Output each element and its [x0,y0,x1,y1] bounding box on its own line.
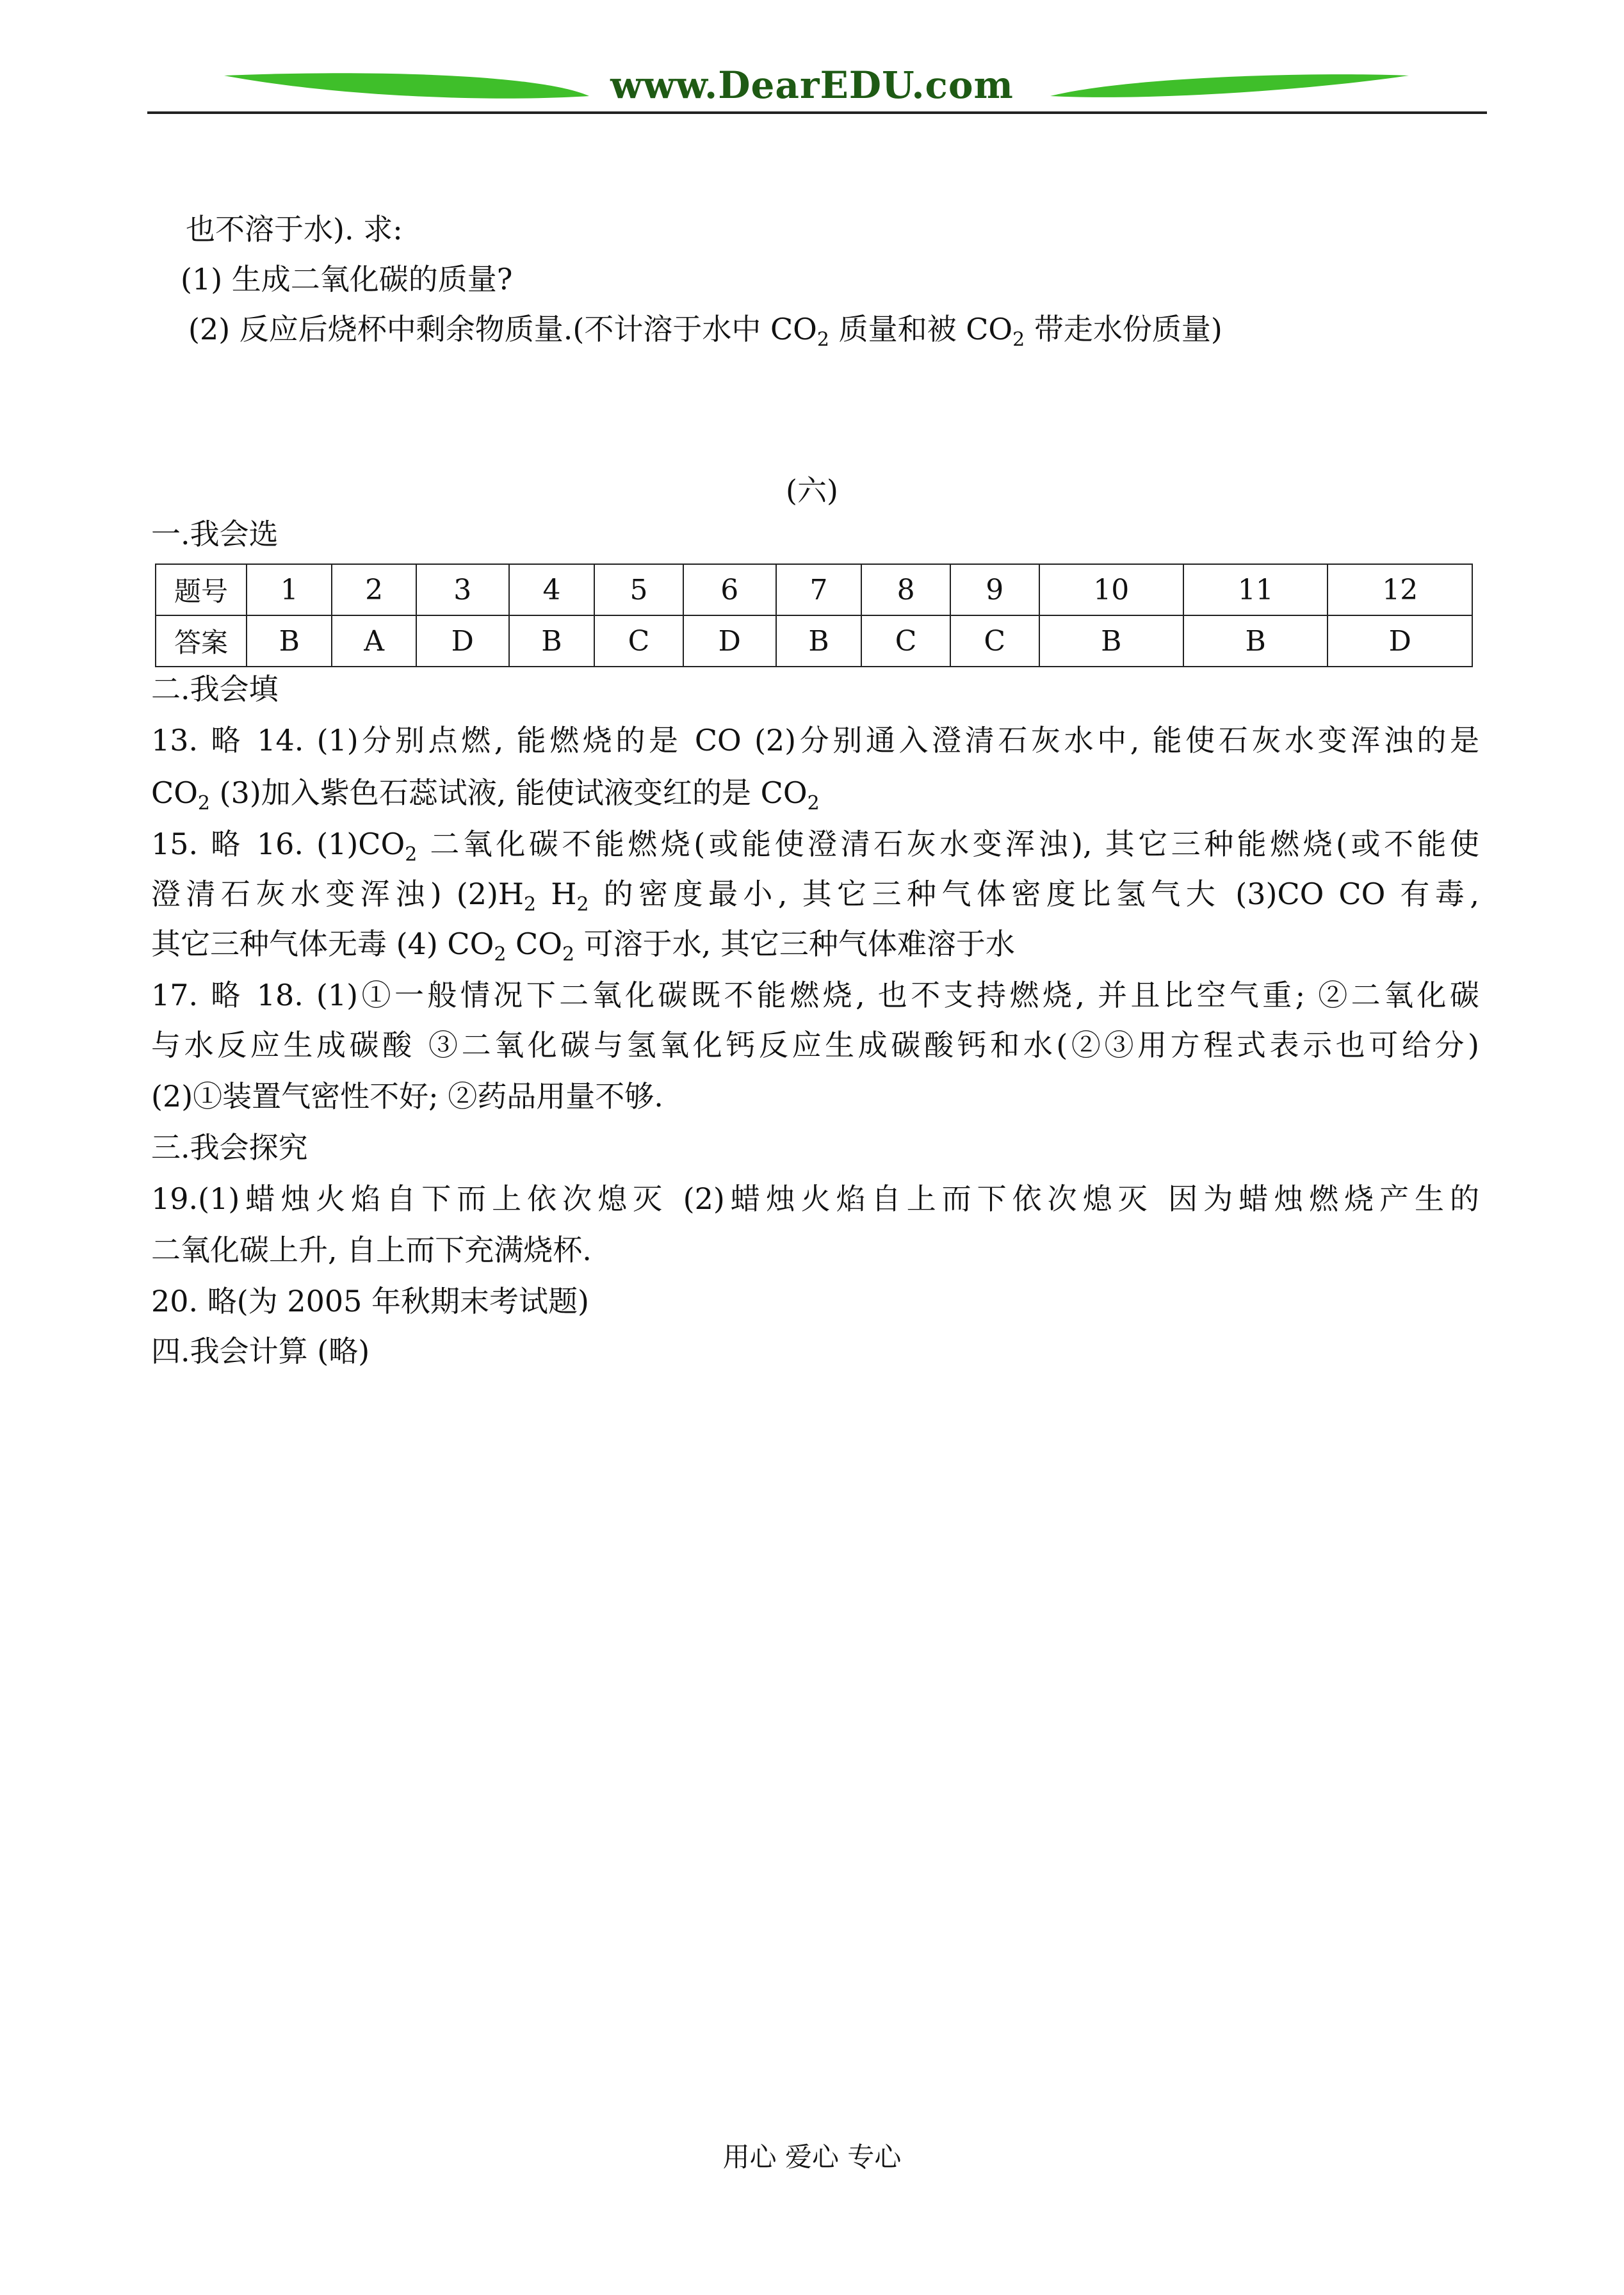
answer-line: (2)①装置气密性不好; ②药品用量不够. [151,1079,663,1114]
answer-line: 15. 略 16. $(1)CO_2$ 二氧化碳不能燃烧(或能使澄清石灰水变浑浊), 其它三种能燃烧(或不能使 [151,827,1479,866]
answer-line: 20. 略(为 2005 年秋期末考试题) [151,1284,589,1318]
site-logo: www.DearEDU.com [610,63,1014,107]
table-cell: B [776,615,861,667]
question-1: (1) 生成二氧化碳的质量? [181,262,513,296]
table-cell: 7 [776,564,861,615]
answer-line: 澄清石灰水变浑浊) $(2)H_2$ $H_2$ 的密度最小, 其它三种气体密度比氢气大 (3)CO CO 有毒, [151,877,1479,916]
table-cell: 6 [683,564,776,615]
table-row-answers [156,615,1472,667]
header-divider [147,111,1487,114]
table-cell: 3 [416,564,509,615]
table-cell: 11 [1183,564,1328,615]
table-cell: 12 [1328,564,1472,615]
table-cell: 5 [594,564,683,615]
answer-line: 17. 略 18. (1)①一般情况下二氧化碳既不能燃烧, 也不支持燃烧, 并且比空气重; ②二氧化碳 [151,978,1479,1012]
answer-line: 13. 略 14. (1)分别点燃, 能燃烧的是 CO (2)分别通入澄清石灰水中, 能使石灰水变浑浊的是 [151,723,1479,758]
part3-heading: 三.我会探究 [151,1130,308,1165]
row-header: 答案 [156,615,247,667]
table-cell: B [247,615,332,667]
question-2: (2) 反应后烧杯中剩余物质量.(不计溶于水中 $CO_2$ 质量和被 $CO_2$ 带走水份质量) [188,312,1222,351]
table-cell: B [1039,615,1183,667]
table-cell: 8 [861,564,950,615]
table-cell: D [683,615,776,667]
table-cell: 4 [509,564,594,615]
answer-line: 19.(1)蜡烛火焰自下而上依次熄灭 (2)蜡烛火焰自上而下依次熄灭 因为蜡烛燃烧产生的 [151,1181,1479,1216]
page-footer: 用心 爱心 专心 [722,2141,902,2173]
table-cell: A [332,615,416,667]
part2-heading: 二.我会填 [151,672,279,706]
table-cell: 1 [247,564,332,615]
answer-table [155,564,1473,667]
table-cell: 9 [950,564,1039,615]
table-cell: B [509,615,594,667]
part4-heading: 四.我会计算 (略) [151,1334,370,1368]
section-title: (六) [786,473,838,508]
answer-line: 二氧化碳上升, 自上而下充满烧杯. [151,1233,592,1267]
part1-heading: 一.我会选 [151,517,279,551]
table-cell: 2 [332,564,416,615]
table-row-numbers [156,564,1472,615]
answer-line: 与水反应生成碳酸 ③二氧化碳与氢氧化钙反应生成碳酸钙和水(②③用方程式表示也可给分) [151,1028,1479,1062]
table-cell: C [950,615,1039,667]
table-cell: D [1328,615,1472,667]
row-header: 题号 [156,564,247,615]
answer-line: $CO_2$ (3)加入紫色石蕊试液, 能使试液变红的是 $CO_2$ [151,775,820,815]
table-cell: C [861,615,950,667]
table-cell: 10 [1039,564,1183,615]
page-header [0,0,1624,122]
table-cell: C [594,615,683,667]
intro-line: 也不溶于水). 求: [186,212,403,247]
table-cell: B [1183,615,1328,667]
table-cell: D [416,615,509,667]
answer-line: 其它三种气体无毒 (4) $CO_2$ $CO_2$ 可溶于水, 其它三种气体难溶于水 [151,927,1015,966]
